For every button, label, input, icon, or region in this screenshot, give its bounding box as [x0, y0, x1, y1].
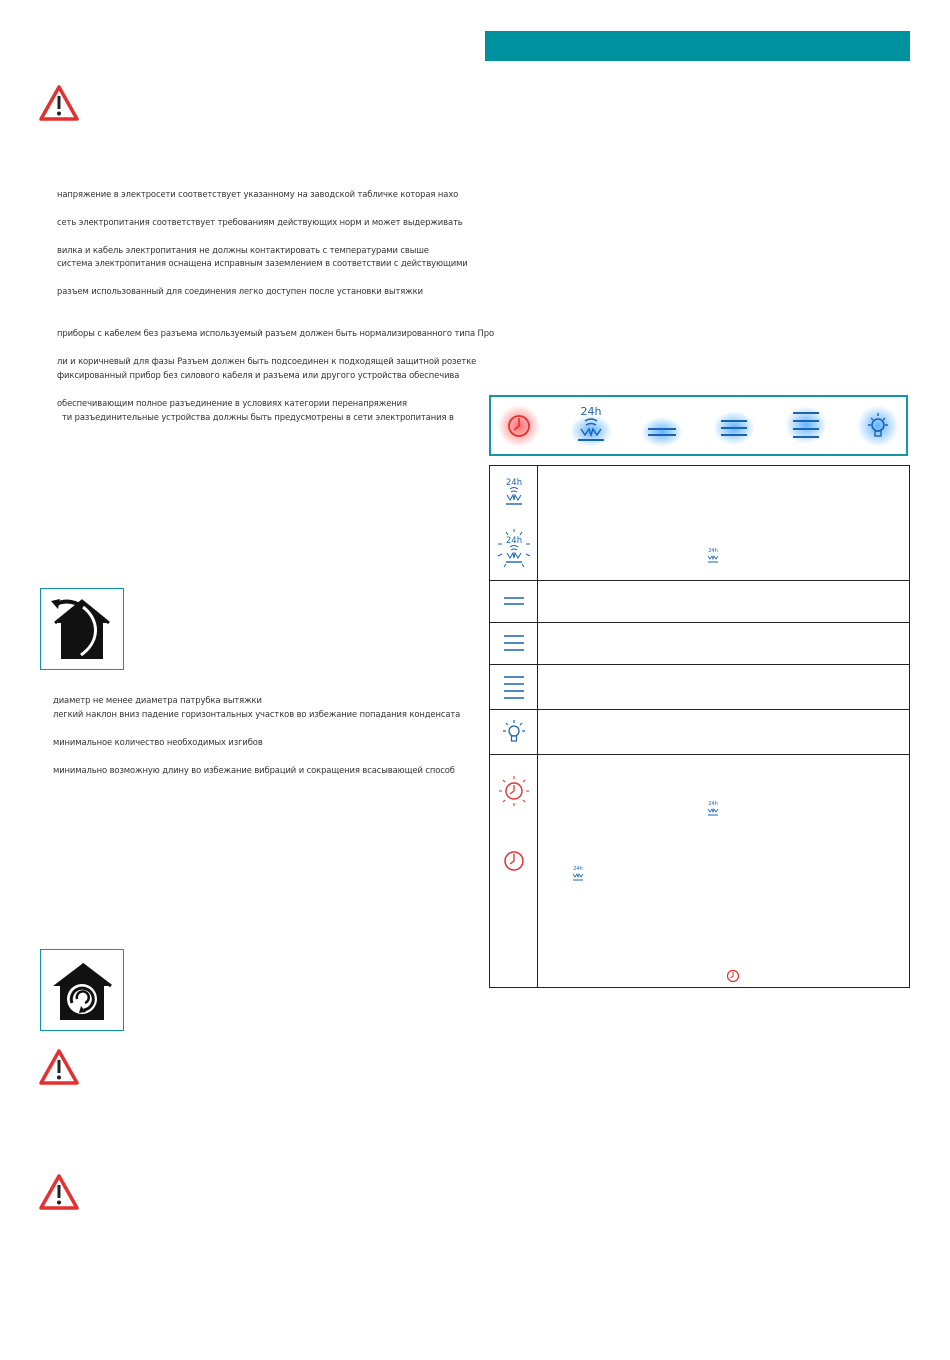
speed-1-button[interactable] [640, 411, 684, 451]
requirement-line: разъем использованный для соединения легко доступен после установки вытяжки [57, 286, 423, 296]
requirement-line: сеть электропитания соответствует требованиям действующих норм и может выдерживать [57, 217, 463, 227]
requirement-line: ти разъединительные устройства должны быть предусмотрены в сети электропитания в [62, 412, 454, 422]
light-bulb-icon [502, 719, 526, 745]
duct-note: диаметр не менее диаметра патрубка вытяжки [53, 695, 262, 705]
warning-triangle-icon [38, 1048, 80, 1086]
timer-icon [503, 850, 525, 872]
requirement-line: вилка и кабель электропитания не должны контактировать с температурами свыше [57, 245, 429, 255]
speed-1-icon [503, 594, 525, 608]
svg-text:24h: 24h [708, 801, 718, 807]
svg-text:24h: 24h [573, 866, 583, 872]
requirement-line: напряжение в электросети соответствует указанному на заводской табличке которая нахо [57, 189, 459, 199]
light-button[interactable] [856, 404, 900, 448]
svg-text:24h: 24h [505, 536, 523, 546]
timer-inline-icon [726, 969, 740, 983]
legend-row-speed1 [490, 581, 910, 623]
speed-2-icon [503, 633, 525, 653]
panel-24h-label: 24h [580, 405, 602, 418]
ventilation-24h-inline-icon [706, 800, 720, 816]
button-legend-table [489, 465, 910, 988]
requirement-line: система электропитания оснащена исправным заземлением в соответствии с действующими [57, 258, 468, 268]
ventilation-24h-inline-icon [571, 865, 585, 881]
warning-triangle-icon [38, 1173, 80, 1211]
legend-row-speed2 [490, 623, 910, 665]
legend-row-light [490, 710, 910, 755]
warning-triangle-icon [38, 84, 80, 122]
ventilation-24h-blinking-icon [496, 528, 532, 570]
ventilation-24h-icon [503, 476, 525, 506]
requirement-line: фиксированный прибор без силового кабеля и разъема или другого устройства обеспечива [57, 370, 460, 380]
legend-row-timer [490, 755, 910, 988]
section-header-bar [485, 31, 910, 61]
speed-2-button[interactable] [712, 406, 756, 450]
legend-row-speed3 [490, 665, 910, 710]
requirement-line: обеспечивающим полное разъединение в условиях категории перенапряжения [57, 398, 407, 408]
ventilation-24h-button[interactable] [569, 401, 613, 449]
legend-description-cell [538, 466, 910, 581]
svg-text:24h: 24h [505, 478, 523, 488]
requirement-line: ли и коричневый для фазы Разъем должен быть подсоединен к подходящей защитной розетке [57, 356, 477, 366]
timer-button[interactable] [497, 404, 541, 448]
control-panel [489, 395, 908, 456]
legend-row-24h [490, 466, 910, 581]
duct-note: минимальное количество необходимых изгибов [53, 737, 263, 747]
requirement-line: приборы с кабелем без разъема используемый разъем должен быть нормализированного типа Про [57, 328, 494, 338]
timer-blinking-icon [498, 775, 530, 807]
legend-icon-cell [490, 466, 538, 581]
svg-text:24h: 24h [708, 548, 718, 554]
ventilation-24h-inline-icon [706, 547, 720, 563]
house-recirculation-icon [40, 949, 124, 1031]
duct-note: минимально возможную длину во избежание вибраций и сокращения всасывающей способ [53, 765, 455, 775]
speed-3-icon [503, 674, 525, 700]
house-outside-vent-icon [40, 588, 124, 670]
speed-3-button[interactable] [784, 403, 828, 447]
duct-note: легкий наклон вниз падение горизонтальных участков во избежание попадания конденсата [53, 709, 461, 719]
